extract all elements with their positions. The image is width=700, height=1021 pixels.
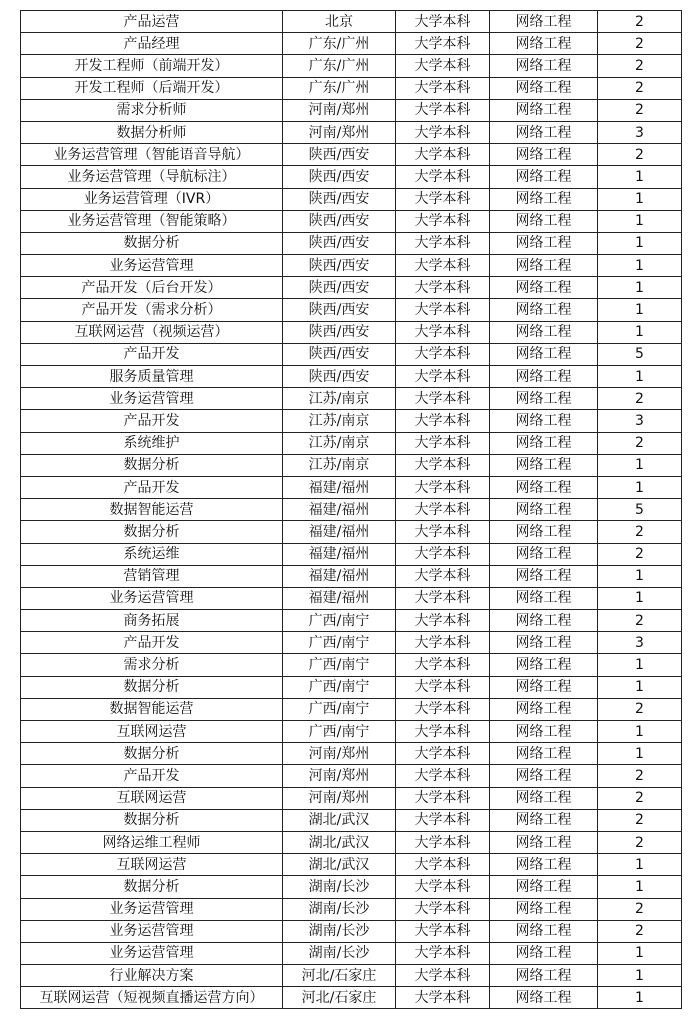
major-cell: 网络工程 [490,55,598,77]
location-cell: 陕西/西安 [283,166,396,188]
education-cell: 大学本科 [396,255,490,277]
location-cell: 湖北/武汉 [283,809,396,831]
headcount-cell: 2 [598,787,682,809]
table-row [21,654,682,676]
location-cell: 河南/郑州 [283,787,396,809]
major-cell: 网络工程 [490,255,598,277]
location-cell: 广东/广州 [283,55,396,77]
major-cell: 网络工程 [490,676,598,698]
location-cell: 陕西/西安 [283,255,396,277]
position-cell: 互联网运营 [21,721,283,743]
table-row [21,11,682,33]
major-cell: 网络工程 [490,876,598,898]
position-cell: 数据分析 [21,521,283,543]
table-row [21,343,682,365]
headcount-cell: 1 [598,987,682,1009]
headcount-cell: 1 [598,321,682,343]
headcount-cell: 1 [598,232,682,254]
table-row [21,698,682,720]
location-cell: 河南/郑州 [283,743,396,765]
education-cell: 大学本科 [396,188,490,210]
major-cell: 网络工程 [490,33,598,55]
major-cell: 网络工程 [490,188,598,210]
major-cell: 网络工程 [490,521,598,543]
position-cell: 网络运维工程师 [21,831,283,853]
position-cell: 产品开发 [21,632,283,654]
education-cell: 大学本科 [396,144,490,166]
education-cell: 大学本科 [396,587,490,609]
major-cell: 网络工程 [490,232,598,254]
position-cell: 开发工程师（后端开发） [21,77,283,99]
major-cell: 网络工程 [490,410,598,432]
table-row [21,277,682,299]
education-cell: 大学本科 [396,499,490,521]
major-cell: 网络工程 [490,321,598,343]
education-cell: 大学本科 [396,321,490,343]
table-row [21,321,682,343]
table-row [21,454,682,476]
table-body [21,11,682,1009]
location-cell: 陕西/西安 [283,366,396,388]
major-cell: 网络工程 [490,432,598,454]
position-cell: 营销管理 [21,565,283,587]
headcount-cell: 5 [598,499,682,521]
major-cell: 网络工程 [490,366,598,388]
table-row [21,942,682,964]
position-cell: 互联网运营（短视频直播运营方向） [21,987,283,1009]
major-cell: 网络工程 [490,587,598,609]
location-cell: 福建/福州 [283,587,396,609]
location-cell: 湖南/长沙 [283,920,396,942]
education-cell: 大学本科 [396,55,490,77]
education-cell: 大学本科 [396,166,490,188]
position-cell: 产品开发（后台开发） [21,277,283,299]
headcount-cell: 1 [598,277,682,299]
table-row [21,188,682,210]
education-cell: 大学本科 [396,898,490,920]
table-row [21,831,682,853]
location-cell: 陕西/西安 [283,210,396,232]
major-cell: 网络工程 [490,854,598,876]
education-cell: 大学本科 [396,987,490,1009]
table-row [21,676,682,698]
position-cell: 数据分析师 [21,121,283,143]
headcount-cell: 1 [598,210,682,232]
major-cell: 网络工程 [490,654,598,676]
major-cell: 网络工程 [490,765,598,787]
education-cell: 大学本科 [396,366,490,388]
major-cell: 网络工程 [490,343,598,365]
education-cell: 大学本科 [396,521,490,543]
headcount-cell: 2 [598,831,682,853]
position-cell: 服务质量管理 [21,366,283,388]
table-row [21,77,682,99]
table-row [21,99,682,121]
location-cell: 陕西/西安 [283,277,396,299]
major-cell: 网络工程 [490,121,598,143]
education-cell: 大学本科 [396,698,490,720]
position-cell: 数据分析 [21,232,283,254]
education-cell: 大学本科 [396,343,490,365]
position-cell: 业务运营管理 [21,587,283,609]
position-cell: 业务运营管理（智能语音导航） [21,144,283,166]
location-cell: 湖北/武汉 [283,854,396,876]
education-cell: 大学本科 [396,388,490,410]
headcount-cell: 1 [598,299,682,321]
major-cell: 网络工程 [490,210,598,232]
education-cell: 大学本科 [396,77,490,99]
headcount-cell: 1 [598,454,682,476]
major-cell: 网络工程 [490,299,598,321]
table-row [21,920,682,942]
table-row [21,366,682,388]
headcount-cell: 1 [598,366,682,388]
position-cell: 互联网运营 [21,854,283,876]
location-cell: 江苏/南京 [283,388,396,410]
table-row [21,255,682,277]
major-cell: 网络工程 [490,965,598,987]
position-cell: 数据分析 [21,454,283,476]
table-row [21,965,682,987]
major-cell: 网络工程 [490,388,598,410]
education-cell: 大学本科 [396,831,490,853]
location-cell: 河北/石家庄 [283,965,396,987]
position-cell: 业务运营管理（IVR） [21,188,283,210]
location-cell: 福建/福州 [283,565,396,587]
major-cell: 网络工程 [490,809,598,831]
major-cell: 网络工程 [490,476,598,498]
position-cell: 业务运营管理 [21,388,283,410]
education-cell: 大学本科 [396,787,490,809]
table-row [21,121,682,143]
location-cell: 福建/福州 [283,521,396,543]
location-cell: 广东/广州 [283,33,396,55]
location-cell: 陕西/西安 [283,144,396,166]
major-cell: 网络工程 [490,144,598,166]
location-cell: 广西/南宁 [283,676,396,698]
headcount-cell: 1 [598,654,682,676]
education-cell: 大学本科 [396,432,490,454]
position-cell: 产品经理 [21,33,283,55]
table-row [21,432,682,454]
location-cell: 福建/福州 [283,499,396,521]
position-cell: 需求分析 [21,654,283,676]
headcount-cell: 1 [598,743,682,765]
position-cell: 产品开发 [21,410,283,432]
headcount-cell: 2 [598,920,682,942]
headcount-cell: 2 [598,11,682,33]
position-cell: 数据分析 [21,809,283,831]
position-cell: 业务运营管理 [21,942,283,964]
table-row [21,232,682,254]
education-cell: 大学本科 [396,876,490,898]
education-cell: 大学本科 [396,232,490,254]
table-row [21,854,682,876]
position-cell: 产品开发 [21,765,283,787]
position-cell: 开发工程师（前端开发） [21,55,283,77]
position-cell: 业务运营管理 [21,255,283,277]
headcount-cell: 2 [598,543,682,565]
major-cell: 网络工程 [490,632,598,654]
headcount-cell: 1 [598,876,682,898]
headcount-cell: 2 [598,33,682,55]
position-cell: 互联网运营 [21,787,283,809]
major-cell: 网络工程 [490,831,598,853]
location-cell: 湖北/武汉 [283,831,396,853]
headcount-cell: 2 [598,55,682,77]
table-row [21,299,682,321]
headcount-cell: 2 [598,765,682,787]
major-cell: 网络工程 [490,787,598,809]
major-cell: 网络工程 [490,920,598,942]
major-cell: 网络工程 [490,277,598,299]
table-row [21,876,682,898]
education-cell: 大学本科 [396,632,490,654]
position-cell: 系统运维 [21,543,283,565]
table-row [21,898,682,920]
table-row [21,210,682,232]
table-row [21,787,682,809]
education-cell: 大学本科 [396,11,490,33]
education-cell: 大学本科 [396,543,490,565]
position-cell: 数据智能运营 [21,499,283,521]
position-cell: 互联网运营（视频运营） [21,321,283,343]
headcount-cell: 1 [598,854,682,876]
location-cell: 福建/福州 [283,543,396,565]
education-cell: 大学本科 [396,210,490,232]
headcount-cell: 1 [598,587,682,609]
location-cell: 河南/郑州 [283,99,396,121]
major-cell: 网络工程 [490,898,598,920]
position-cell: 业务运营管理 [21,898,283,920]
headcount-cell: 1 [598,255,682,277]
headcount-cell: 2 [598,521,682,543]
table-row [21,987,682,1009]
location-cell: 江苏/南京 [283,410,396,432]
major-cell: 网络工程 [490,543,598,565]
table-row [21,809,682,831]
education-cell: 大学本科 [396,610,490,632]
table-row [21,743,682,765]
table-row [21,166,682,188]
major-cell: 网络工程 [490,721,598,743]
table-row [21,610,682,632]
education-cell: 大学本科 [396,654,490,676]
position-cell: 行业解决方案 [21,965,283,987]
location-cell: 广西/南宁 [283,632,396,654]
headcount-cell: 3 [598,410,682,432]
position-cell: 业务运营管理（智能策略） [21,210,283,232]
location-cell: 江苏/南京 [283,432,396,454]
education-cell: 大学本科 [396,854,490,876]
table-row [21,144,682,166]
headcount-cell: 2 [598,898,682,920]
headcount-cell: 1 [598,166,682,188]
education-cell: 大学本科 [396,410,490,432]
location-cell: 陕西/西安 [283,321,396,343]
location-cell: 广西/南宁 [283,698,396,720]
education-cell: 大学本科 [396,920,490,942]
major-cell: 网络工程 [490,166,598,188]
headcount-cell: 1 [598,565,682,587]
headcount-cell: 2 [598,809,682,831]
major-cell: 网络工程 [490,698,598,720]
location-cell: 陕西/西安 [283,299,396,321]
education-cell: 大学本科 [396,965,490,987]
location-cell: 湖南/长沙 [283,898,396,920]
major-cell: 网络工程 [490,454,598,476]
headcount-cell: 3 [598,632,682,654]
location-cell: 福建/福州 [283,476,396,498]
table-row [21,587,682,609]
major-cell: 网络工程 [490,565,598,587]
major-cell: 网络工程 [490,610,598,632]
headcount-cell: 2 [598,610,682,632]
headcount-cell: 1 [598,188,682,210]
education-cell: 大学本科 [396,942,490,964]
table-row [21,476,682,498]
position-cell: 产品开发 [21,476,283,498]
education-cell: 大学本科 [396,721,490,743]
table-row [21,33,682,55]
location-cell: 河南/郑州 [283,765,396,787]
position-cell: 数据智能运营 [21,698,283,720]
headcount-cell: 2 [598,432,682,454]
table-row [21,410,682,432]
education-cell: 大学本科 [396,277,490,299]
education-cell: 大学本科 [396,454,490,476]
location-cell: 河北/石家庄 [283,987,396,1009]
location-cell: 湖南/长沙 [283,942,396,964]
major-cell: 网络工程 [490,77,598,99]
location-cell: 北京 [283,11,396,33]
position-cell: 商务拓展 [21,610,283,632]
headcount-cell: 1 [598,965,682,987]
location-cell: 河南/郑州 [283,121,396,143]
major-cell: 网络工程 [490,987,598,1009]
education-cell: 大学本科 [396,99,490,121]
location-cell: 广西/南宁 [283,654,396,676]
table-row [21,765,682,787]
position-cell: 需求分析师 [21,99,283,121]
position-cell: 业务运营管理（导航标注） [21,166,283,188]
table-row [21,521,682,543]
position-cell: 产品运营 [21,11,283,33]
headcount-cell: 2 [598,388,682,410]
location-cell: 湖南/长沙 [283,876,396,898]
headcount-cell: 5 [598,343,682,365]
education-cell: 大学本科 [396,476,490,498]
position-cell: 产品开发（需求分析） [21,299,283,321]
education-cell: 大学本科 [396,765,490,787]
headcount-cell: 1 [598,721,682,743]
table-row [21,499,682,521]
position-cell: 业务运营管理 [21,920,283,942]
position-cell: 系统维护 [21,432,283,454]
education-cell: 大学本科 [396,121,490,143]
location-cell: 陕西/西安 [283,343,396,365]
headcount-cell: 2 [598,698,682,720]
table-row [21,55,682,77]
headcount-cell: 1 [598,476,682,498]
position-cell: 数据分析 [21,876,283,898]
headcount-cell: 3 [598,121,682,143]
education-cell: 大学本科 [396,743,490,765]
headcount-cell: 2 [598,99,682,121]
education-cell: 大学本科 [396,33,490,55]
location-cell: 广东/广州 [283,77,396,99]
location-cell: 广西/南宁 [283,721,396,743]
major-cell: 网络工程 [490,11,598,33]
major-cell: 网络工程 [490,743,598,765]
education-cell: 大学本科 [396,565,490,587]
education-cell: 大学本科 [396,299,490,321]
table-row [21,543,682,565]
position-cell: 产品开发 [21,343,283,365]
headcount-cell: 1 [598,676,682,698]
headcount-cell: 1 [598,942,682,964]
position-cell: 数据分析 [21,676,283,698]
table-row [21,565,682,587]
major-cell: 网络工程 [490,942,598,964]
major-cell: 网络工程 [490,499,598,521]
location-cell: 陕西/西安 [283,188,396,210]
table-row [21,388,682,410]
headcount-cell: 2 [598,77,682,99]
education-cell: 大学本科 [396,809,490,831]
education-cell: 大学本科 [396,676,490,698]
table-row [21,721,682,743]
headcount-cell: 2 [598,144,682,166]
recruitment-table [20,10,682,1009]
location-cell: 广西/南宁 [283,610,396,632]
location-cell: 陕西/西安 [283,232,396,254]
location-cell: 江苏/南京 [283,454,396,476]
major-cell: 网络工程 [490,99,598,121]
table-row [21,632,682,654]
position-cell: 数据分析 [21,743,283,765]
